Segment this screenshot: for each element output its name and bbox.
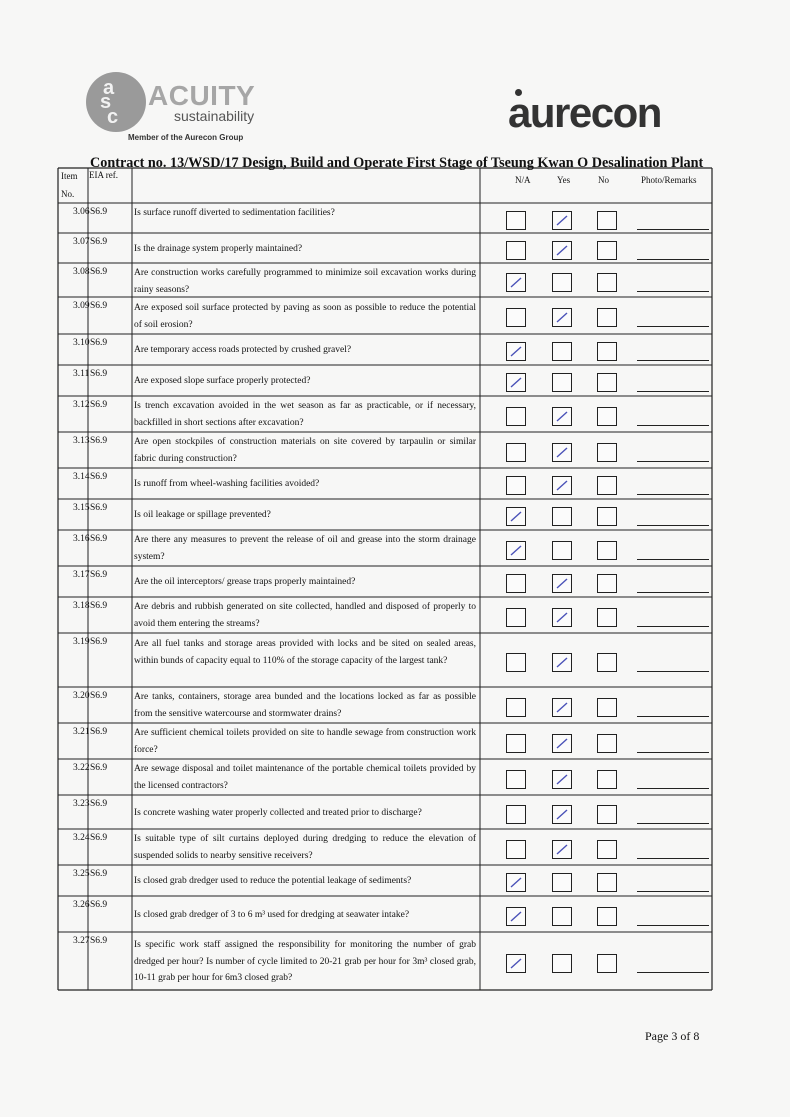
checkbox-yes[interactable] <box>552 574 572 593</box>
item-number: 3.15 <box>73 503 90 513</box>
column-header-item-line1: Item <box>61 171 78 181</box>
question-text: Are the oil interceptors/ grease traps properly maintained? <box>134 577 356 588</box>
checkbox-no[interactable] <box>597 273 617 292</box>
checkbox-na[interactable] <box>506 734 526 753</box>
item-number: 3.24 <box>73 833 90 843</box>
check-icon <box>509 876 523 889</box>
eia-reference: S6.9 <box>90 534 108 544</box>
checkbox-no[interactable] <box>597 805 617 824</box>
column-header-item <box>61 172 78 200</box>
item-number: 3.10 <box>73 338 90 348</box>
checkbox-na[interactable] <box>506 608 526 627</box>
check-icon <box>555 479 569 492</box>
question-text: Is specific work staff assigned the responsibility for monitoring the number of grab dredged per hour? Is number of cycle limited to 20-21 grab per hour for 3m³ closed grab, 10-11 grab per hour for 6m3 closed grab? <box>134 940 476 984</box>
item-number: 3.22 <box>73 763 90 773</box>
remarks-field[interactable] <box>637 716 709 717</box>
checkbox-yes[interactable] <box>552 907 572 926</box>
checkbox-yes[interactable] <box>552 342 572 361</box>
column-header-eia-ref: EIA ref. <box>89 170 118 180</box>
remarks-field[interactable] <box>637 525 709 526</box>
eia-reference: S6.9 <box>90 637 108 647</box>
checkbox-no[interactable] <box>597 541 617 560</box>
check-stroke <box>557 613 567 622</box>
question-text: Is suitable type of silt curtains deployed during dredging to reduce the elevation of suspended solids to nearby sensitive receivers? <box>134 834 476 862</box>
question-text: Are open stockpiles of construction materials on site covered by tarpaulin or similar fabric during construction? <box>134 437 476 465</box>
check-stroke <box>511 912 521 921</box>
question-text: Is surface runoff diverted to sedimentation facilities? <box>134 208 335 218</box>
check-icon <box>555 214 569 227</box>
check-icon <box>555 311 569 324</box>
checkbox-no[interactable] <box>597 342 617 361</box>
checkbox-na[interactable] <box>506 805 526 824</box>
checkbox-no[interactable] <box>597 476 617 495</box>
eia-reference: S6.9 <box>90 570 108 580</box>
remarks-field[interactable] <box>637 592 709 593</box>
eia-reference: S6.9 <box>90 267 108 277</box>
remarks-field[interactable] <box>637 259 709 260</box>
checkbox-no[interactable] <box>597 653 617 672</box>
eia-reference: S6.9 <box>90 301 108 311</box>
checkbox-na[interactable] <box>506 873 526 892</box>
eia-reference: S6.9 <box>90 936 108 946</box>
checkbox-yes[interactable] <box>552 840 572 859</box>
checkbox-yes[interactable] <box>552 241 572 260</box>
item-number: 3.17 <box>73 570 90 580</box>
eia-reference: S6.9 <box>90 900 108 910</box>
contract-title: Contract no. 13/WSD/17 Design, Build and Operate First Stage of Tseung Kwan O Desalination Plant <box>90 155 704 171</box>
aurecon-logo: aurecon <box>508 89 661 136</box>
eia-reference: S6.9 <box>90 207 108 217</box>
checkbox-no[interactable] <box>597 574 617 593</box>
check-stroke <box>557 579 567 588</box>
item-number: 3.20 <box>73 691 90 701</box>
check-icon <box>555 577 569 590</box>
eia-reference: S6.9 <box>90 369 108 379</box>
eia-reference: S6.9 <box>90 400 108 410</box>
check-stroke <box>511 278 521 287</box>
checkbox-no[interactable] <box>597 770 617 789</box>
check-stroke <box>511 347 521 356</box>
column-header-na: N/A <box>515 175 531 185</box>
column-header-yes: Yes <box>557 175 571 185</box>
check-stroke <box>557 481 567 490</box>
check-stroke <box>557 313 567 322</box>
page-number: Page 3 of 8 <box>645 1029 700 1043</box>
eia-reference: S6.9 <box>90 727 108 737</box>
eia-reference: S6.9 <box>90 472 108 482</box>
question-text: Is closed grab dredger of 3 to 6 m³ used for dredging at seawater intake? <box>134 909 410 920</box>
acuity-brand-name: ACUITY <box>148 80 256 111</box>
checkbox-yes[interactable] <box>552 308 572 327</box>
checkbox-na[interactable] <box>506 541 526 560</box>
item-number: 3.18 <box>73 601 90 611</box>
question-text: Are sewage disposal and toilet maintenance of the portable chemical toilets provided by the licensed contractors? <box>134 764 476 792</box>
question-text: Are debris and rubbish generated on site collected, handled and disposed of properly to avoid them entering the streams? <box>134 602 476 630</box>
check-icon <box>509 544 523 557</box>
eia-reference: S6.9 <box>90 338 108 348</box>
check-stroke <box>557 739 567 748</box>
remarks-field[interactable] <box>637 559 709 560</box>
item-number: 3.27 <box>73 936 90 946</box>
checkbox-no[interactable] <box>597 873 617 892</box>
check-stroke <box>557 775 567 784</box>
eia-reference: S6.9 <box>90 691 108 701</box>
remarks-field[interactable] <box>637 229 709 230</box>
check-stroke <box>511 378 521 387</box>
checkbox-na[interactable] <box>506 407 526 426</box>
check-stroke <box>557 216 567 225</box>
remarks-field[interactable] <box>637 326 709 327</box>
checkbox-yes[interactable] <box>552 211 572 230</box>
check-icon <box>509 376 523 389</box>
question-text: Are construction works carefully programmed to minimize soil excavation works during rainy seasons? <box>134 268 476 295</box>
column-header-remarks: Photo/Remarks <box>641 175 697 185</box>
remarks-field[interactable] <box>637 891 709 892</box>
check-icon <box>555 410 569 423</box>
checkbox-na[interactable] <box>506 443 526 462</box>
column-header-no: No <box>598 175 609 185</box>
column-header-item-line2: No. <box>61 188 75 199</box>
checkbox-no[interactable] <box>597 211 617 230</box>
checkbox-na[interactable] <box>506 342 526 361</box>
checkbox-yes[interactable] <box>552 734 572 753</box>
checkbox-yes[interactable] <box>552 273 572 292</box>
item-number: 3.25 <box>73 869 90 879</box>
question-text: Are tanks, containers, storage area bunded and the locations locked as far as possible from the sensitive watercourse and stormwater drains? <box>134 692 476 720</box>
question-text: Are temporary access roads protected by crushed gravel? <box>134 345 352 356</box>
check-icon <box>555 843 569 856</box>
remarks-field[interactable] <box>637 391 709 392</box>
question-text: Are exposed slope surface properly protected? <box>134 376 311 387</box>
check-stroke <box>557 810 567 819</box>
check-stroke <box>511 546 521 555</box>
checkbox-na[interactable] <box>506 954 526 973</box>
checkbox-yes[interactable] <box>552 954 572 973</box>
checkbox-na[interactable] <box>506 770 526 789</box>
check-icon <box>555 244 569 257</box>
checkbox-yes[interactable] <box>552 653 572 672</box>
remarks-field[interactable] <box>637 823 709 824</box>
check-icon <box>555 611 569 624</box>
check-stroke <box>511 878 521 887</box>
checkbox-no[interactable] <box>597 734 617 753</box>
item-number: 3.26 <box>73 900 90 910</box>
eia-reference: S6.9 <box>90 763 108 773</box>
checkbox-no[interactable] <box>597 443 617 462</box>
eia-reference: S6.9 <box>90 237 108 247</box>
checkbox-yes[interactable] <box>552 698 572 717</box>
check-stroke <box>557 845 567 854</box>
eia-reference: S6.9 <box>90 833 108 843</box>
checkbox-no[interactable] <box>597 608 617 627</box>
item-number: 3.08 <box>73 267 90 277</box>
remarks-field[interactable] <box>637 291 709 292</box>
checkbox-na[interactable] <box>506 840 526 859</box>
check-icon <box>555 773 569 786</box>
question-text: Is closed grab dredger used to reduce the potential leakage of sediments? <box>134 876 412 887</box>
checkbox-na[interactable] <box>506 507 526 526</box>
acuity-logo-icon: a s c <box>86 72 146 132</box>
check-icon <box>555 656 569 669</box>
check-icon <box>555 701 569 714</box>
item-number: 3.07 <box>73 237 90 247</box>
checkbox-na[interactable] <box>506 373 526 392</box>
remarks-field[interactable] <box>637 752 709 753</box>
check-stroke <box>511 959 521 968</box>
remarks-field[interactable] <box>637 360 709 361</box>
check-icon <box>509 510 523 523</box>
remarks-field[interactable] <box>637 494 709 495</box>
checkbox-yes[interactable] <box>552 443 572 462</box>
question-text: Are sufficient chemical toilets provided on site to handle sewage from construction work force? <box>134 728 476 756</box>
remarks-field[interactable] <box>637 858 709 859</box>
check-stroke <box>557 412 567 421</box>
item-number: 3.23 <box>73 799 90 809</box>
item-number: 3.21 <box>73 727 90 737</box>
checkbox-na[interactable] <box>506 698 526 717</box>
checkbox-yes[interactable] <box>552 476 572 495</box>
checkbox-no[interactable] <box>597 407 617 426</box>
remarks-field[interactable] <box>637 425 709 426</box>
check-icon <box>555 808 569 821</box>
checkbox-na[interactable] <box>506 241 526 260</box>
checkbox-yes[interactable] <box>552 541 572 560</box>
item-number: 3.09 <box>73 301 90 311</box>
remarks-field[interactable] <box>637 626 709 627</box>
checkbox-no[interactable] <box>597 907 617 926</box>
check-icon <box>509 957 523 970</box>
remarks-field[interactable] <box>637 925 709 926</box>
question-text: Are there any measures to prevent the release of oil and grease into the storm drainage system? <box>134 535 476 563</box>
eia-reference: S6.9 <box>90 503 108 513</box>
checkbox-no[interactable] <box>597 241 617 260</box>
item-number: 3.14 <box>73 472 90 482</box>
check-stroke <box>557 703 567 712</box>
checkbox-na[interactable] <box>506 907 526 926</box>
question-text: Are exposed soil surface protected by paving as soon as possible to reduce the potential of soil erosion? <box>134 302 476 330</box>
item-number: 3.16 <box>73 534 90 544</box>
item-number: 3.12 <box>73 400 90 410</box>
checkbox-na[interactable] <box>506 308 526 327</box>
checkbox-na[interactable] <box>506 211 526 230</box>
checkbox-yes[interactable] <box>552 873 572 892</box>
checkbox-no[interactable] <box>597 840 617 859</box>
check-icon <box>509 345 523 358</box>
remarks-field[interactable] <box>637 671 709 672</box>
checkbox-yes[interactable] <box>552 608 572 627</box>
checkbox-na[interactable] <box>506 273 526 292</box>
check-stroke <box>557 246 567 255</box>
item-number: 3.19 <box>73 637 90 647</box>
check-stroke <box>557 658 567 667</box>
check-icon <box>555 737 569 750</box>
checkbox-no[interactable] <box>597 308 617 327</box>
question-text: Is concrete washing water properly collected and treated prior to discharge? <box>134 807 422 818</box>
question-text: Is trench excavation avoided in the wet season as far as practicable, or if necessary, backfilled in short sections after excavation? <box>134 401 476 429</box>
checkbox-na[interactable] <box>506 574 526 593</box>
check-icon <box>509 910 523 923</box>
checkbox-no[interactable] <box>597 507 617 526</box>
checkbox-yes[interactable] <box>552 407 572 426</box>
item-number: 3.13 <box>73 436 90 446</box>
check-stroke <box>511 512 521 521</box>
question-text: Is the drainage system properly maintained? <box>134 243 303 254</box>
checkbox-no[interactable] <box>597 373 617 392</box>
question-text: Are all fuel tanks and storage areas provided with locks and be sited on sealed areas, within bunds of capacity equal to 110% of the storage capacity of the largest tank? <box>134 639 476 666</box>
question-text: Is runoff from wheel-washing facilities avoided? <box>134 479 320 490</box>
checkbox-yes[interactable] <box>552 805 572 824</box>
question-text: Is oil leakage or spillage prevented? <box>134 510 271 521</box>
item-number: 3.11 <box>73 369 90 379</box>
item-number: 3.06 <box>73 207 90 217</box>
check-icon <box>555 446 569 459</box>
remarks-field[interactable] <box>637 788 709 789</box>
remarks-field[interactable] <box>637 461 709 462</box>
checkbox-yes[interactable] <box>552 770 572 789</box>
checkbox-yes[interactable] <box>552 507 572 526</box>
checkbox-na[interactable] <box>506 653 526 672</box>
checkbox-yes[interactable] <box>552 373 572 392</box>
check-icon <box>509 276 523 289</box>
remarks-field[interactable] <box>637 972 709 973</box>
eia-reference: S6.9 <box>90 436 108 446</box>
acuity-member-line: Member of the Aurecon Group <box>128 133 244 142</box>
eia-reference: S6.9 <box>90 799 108 809</box>
check-stroke <box>557 448 567 457</box>
acuity-tagline: sustainability <box>174 108 255 124</box>
eia-reference: S6.9 <box>90 869 108 879</box>
checkbox-no[interactable] <box>597 698 617 717</box>
eia-reference: S6.9 <box>90 601 108 611</box>
checkbox-na[interactable] <box>506 476 526 495</box>
checkbox-no[interactable] <box>597 954 617 973</box>
